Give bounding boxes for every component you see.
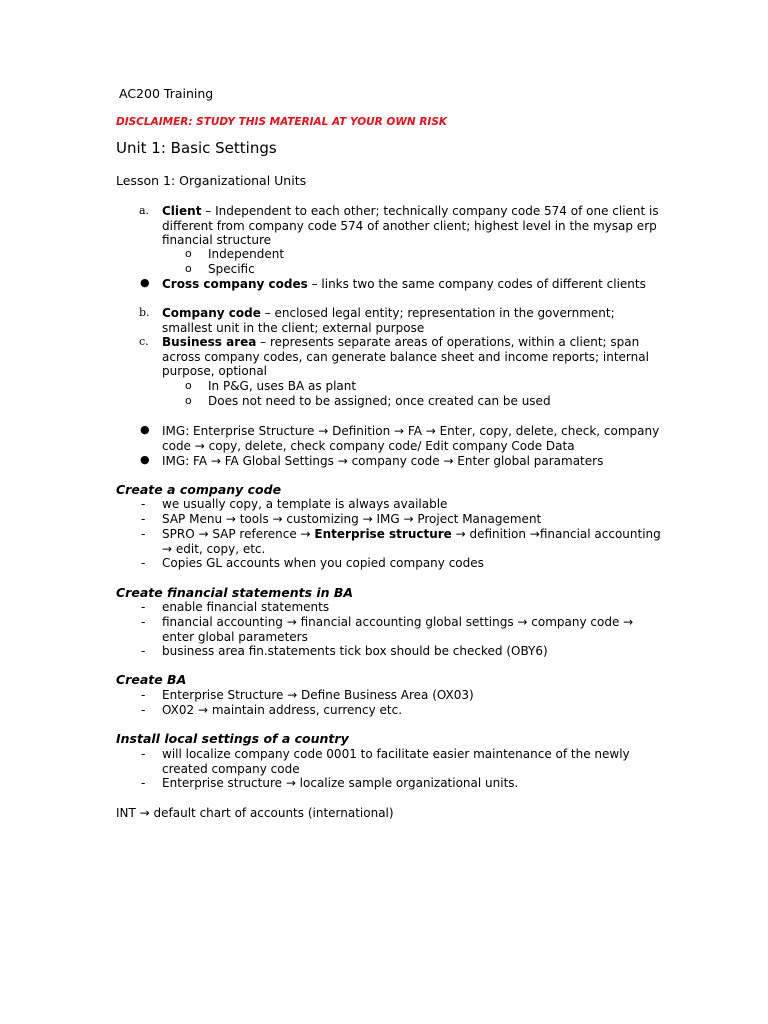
item-text: we usually copy, a template is always available (162, 497, 448, 511)
bullet-icon: ● (140, 453, 150, 466)
sub-item (185, 262, 648, 277)
disclaimer: DISCLAIMER: STUDY THIS MATERIAL AT YOUR OWN RISK (116, 116, 448, 128)
sub-item-text: Does not need to be assigned; once created can be used (208, 394, 551, 408)
section-heading-financial-statements: Create financial statements in BA (116, 585, 354, 600)
list-item (141, 512, 662, 527)
definition-client: – Independent to each other; technically company code 574 of one client is different from company code 574 of another client; highest level in the mysap erp financial structure (162, 204, 659, 248)
item-text: IMG: Enterprise Structure → Definition → FA → Enter, copy, delete, check, company code → copy, delete, check company code/ Edit company Code Data (162, 424, 660, 453)
unit-heading: Unit 1: Basic Settings (116, 139, 277, 157)
section-heading-local-settings: Install local settings of a country (116, 731, 349, 746)
dash-marker: - (141, 556, 146, 570)
item-text-bold: Enterprise structure (314, 527, 452, 541)
int-chart-of-accounts-line: INT → default chart of accounts (international) (116, 806, 394, 820)
sub-marker: o (185, 394, 192, 407)
list-item-img-enterprise-structure (140, 423, 662, 453)
list-item-business-area (139, 335, 662, 379)
dash-marker: - (141, 497, 146, 511)
sub-item (185, 247, 648, 262)
term-business-area: Business area (162, 335, 257, 349)
definition-company-code: – enclosed legal entity; representation in the government; smallest unit in the client; external purpose (162, 306, 615, 335)
sub-item-text: In P&G, uses BA as plant (208, 379, 357, 393)
dash-marker: - (141, 747, 146, 761)
list-item-img-fa-global-settings (140, 453, 662, 469)
item-text: IMG: FA → FA Global Settings → company code → Enter global paramaters (162, 454, 604, 468)
sub-item (185, 379, 648, 394)
item-text: Enterprise structure → localize sample organizational units. (162, 776, 519, 790)
sub-item (185, 394, 648, 409)
item-text: OX02 → maintain address, currency etc. (162, 703, 403, 717)
dash-marker: - (141, 600, 146, 614)
item-text: financial accounting → financial accounting global settings → company code → enter global parameters (162, 615, 634, 644)
sub-item-text: Independent (208, 247, 285, 261)
lesson-heading: Lesson 1: Organizational Units (116, 173, 307, 188)
list-item (141, 644, 662, 659)
list-marker: b. (139, 306, 150, 319)
list-marker: a. (139, 204, 150, 217)
dash-marker: - (141, 688, 146, 702)
list-item (141, 688, 662, 703)
list-marker: c. (139, 335, 149, 348)
list-item (141, 527, 662, 556)
item-text: Enterprise Structure → Define Business Area (OX03) (162, 688, 474, 702)
list-item (141, 600, 662, 615)
item-text: SPRO → SAP reference → (162, 527, 315, 541)
sub-marker: o (185, 247, 192, 260)
item-text: Copies GL accounts when you copied company codes (162, 556, 484, 570)
definition-cross-company-codes: – links two the same company codes of different clients (307, 277, 646, 291)
term-cross-company-codes: Cross company codes (162, 277, 308, 291)
list-item (141, 556, 662, 571)
document-title: AC200 Training (119, 86, 214, 101)
dash-marker: - (141, 644, 146, 658)
sub-item-text: Specific (208, 262, 255, 276)
item-text: business area fin.statements tick box should be checked (OBY6) (162, 644, 548, 658)
list-item (141, 497, 662, 512)
item-text: will localize company code 0001 to facilitate easier maintenance of the newly created company code (162, 747, 630, 776)
list-item (141, 747, 662, 776)
sub-marker: o (185, 379, 192, 392)
list-item-client (139, 204, 662, 248)
section-heading-create-company-code: Create a company code (116, 482, 282, 497)
bullet-icon: ● (140, 423, 150, 436)
sub-marker: o (185, 262, 192, 275)
list-item-cross-company-codes (140, 276, 662, 292)
item-text: enable financial statements (162, 600, 330, 614)
list-item (141, 703, 662, 718)
dash-marker: - (141, 527, 146, 541)
list-item-company-code (139, 306, 662, 335)
dash-marker: - (141, 512, 146, 526)
item-text: SAP Menu → tools → customizing → IMG → Project Management (162, 512, 542, 526)
definition-business-area: – represents separate areas of operations, within a client; span across company codes, can generate balance sheet and income reports; internal purpose, optional (162, 335, 649, 379)
term-client: Client (162, 204, 202, 218)
term-company-code: Company code (162, 306, 261, 320)
bullet-icon: ● (140, 276, 150, 289)
dash-marker: - (141, 615, 146, 629)
list-item (141, 615, 662, 644)
item-text: → definition →financial accounting → edit, copy, etc. (162, 527, 661, 556)
section-heading-create-ba: Create BA (116, 672, 187, 687)
dash-marker: - (141, 703, 146, 717)
list-item (141, 776, 662, 791)
dash-marker: - (141, 776, 146, 790)
